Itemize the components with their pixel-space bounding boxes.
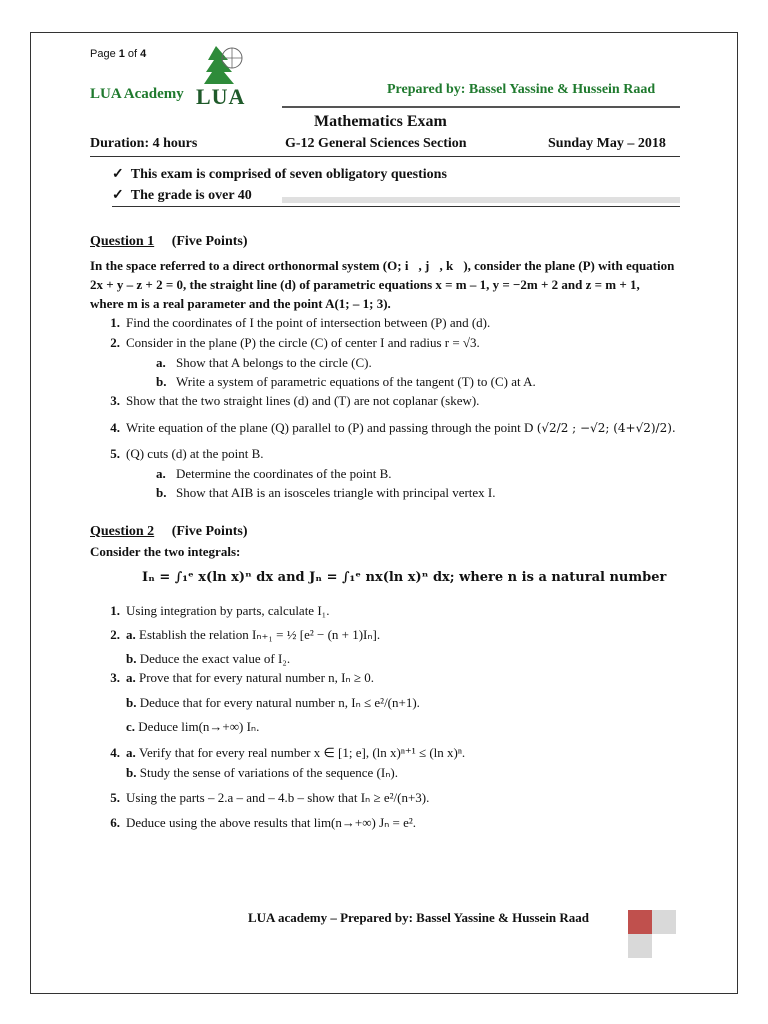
list-item: b. Deduce that for every natural number n, Iₙ ≤ e²/(n+1). <box>126 695 420 710</box>
list-item: a. Determine the coordinates of the point B. <box>156 466 392 481</box>
q2-integrals: Iₙ = ∫₁ᵉ x(ln x)ⁿ dx and Jₙ = ∫₁ᵉ nx(ln x)ⁿ dx; where n is a natural number <box>142 570 667 585</box>
list-item: b. Show that AIB is an isosceles triangle with principal vertex I. <box>156 485 496 500</box>
check-icon: ✓ <box>112 188 131 203</box>
list-item: 3. Show that the two straight lines (d) and (T) are not coplanar (skew). <box>110 393 480 408</box>
info-rule <box>90 156 680 157</box>
logo-tree-icon <box>198 44 244 86</box>
list-item: b. Write a system of parametric equations of the tangent (T) to (C) at A. <box>156 374 536 389</box>
logo-text: LUA <box>196 84 246 109</box>
note-item: ✓ This exam is comprised of seven obligatory questions <box>112 167 447 182</box>
footer-text: LUA academy – Prepared by: Bassel Yassine & Hussein Raad <box>248 910 590 925</box>
list-item: 3. a. Prove that for every natural number n, Iₙ ≥ 0. <box>110 670 375 685</box>
list-item: 5. (Q) cuts (d) at the point B. <box>110 446 264 461</box>
header-rule <box>282 106 680 108</box>
footer-grey-square <box>652 910 676 934</box>
grey-bar <box>282 197 680 203</box>
page-number: Page 1 of 4 <box>90 48 147 60</box>
prepared-by: Prepared by: Bassel Yassine & Hussein Raad <box>387 82 656 97</box>
list-item: 4. Write equation of the plane (Q) parallel to (P) and passing through the point D (√2/2 ; −√2; (4+√2)/2). <box>110 420 676 435</box>
list-item: 1. Find the coordinates of I the point of intersection between (P) and (d). <box>110 315 491 330</box>
q1-heading: Question 1 (Five Points) <box>90 234 248 249</box>
section: G-12 General Sciences Section <box>285 136 467 151</box>
q1-intro: 2x + y – z + 2 = 0, the straight line (d) of parametric equations x = m – 1, y = −2m + 2 and z = m + 1, <box>90 277 640 292</box>
list-item: b. Deduce the exact value of I₂. <box>126 651 291 666</box>
duration: Duration: 4 hours <box>90 136 198 151</box>
q1-intro: In the space referred to a direct orthonormal system (O; i⃗, j⃗, k⃗), consider the plane (P) with equation <box>90 258 675 273</box>
footer-grey-square <box>628 934 652 958</box>
list-item: 1. Using integration by parts, calculate I₁. <box>110 603 330 618</box>
q2-intro: Consider the two integrals: <box>90 544 241 559</box>
list-item: 4. a. Verify that for every real number x ∈ [1; e], (ln x)ⁿ⁺¹ ≤ (ln x)ⁿ. <box>110 745 466 760</box>
notes-rule <box>112 206 680 207</box>
q2-heading: Question 2 (Five Points) <box>90 524 248 539</box>
q1-intro: where m is a real parameter and the point A(1; – 1; 3). <box>90 296 391 311</box>
list-item: 2. a. Establish the relation Iₙ₊₁ = ½ [e² − (n + 1)Iₙ]. <box>110 627 381 642</box>
academy-name: LUA Academy <box>90 86 184 102</box>
check-icon: ✓ <box>112 167 131 182</box>
list-item: 5. Using the parts – 2.a – and – 4.b – show that Iₙ ≥ e²/(n+3). <box>110 790 430 805</box>
footer-red-square <box>628 910 652 934</box>
exam-date: Sunday May – 2018 <box>548 136 666 151</box>
list-item: b. Study the sense of variations of the sequence (Iₙ). <box>126 765 398 780</box>
exam-title: Mathematics Exam <box>314 113 447 130</box>
note-item: ✓ The grade is over 40 <box>112 188 252 203</box>
list-item: a. Show that A belongs to the circle (C). <box>156 355 372 370</box>
list-item: c. Deduce lim(n→+∞) Iₙ. <box>126 719 260 734</box>
list-item: 2. Consider in the plane (P) the circle (C) of center I and radius r = √3. <box>110 335 480 350</box>
list-item: 6. Deduce using the above results that lim(n→+∞) Jₙ = e². <box>110 815 417 830</box>
